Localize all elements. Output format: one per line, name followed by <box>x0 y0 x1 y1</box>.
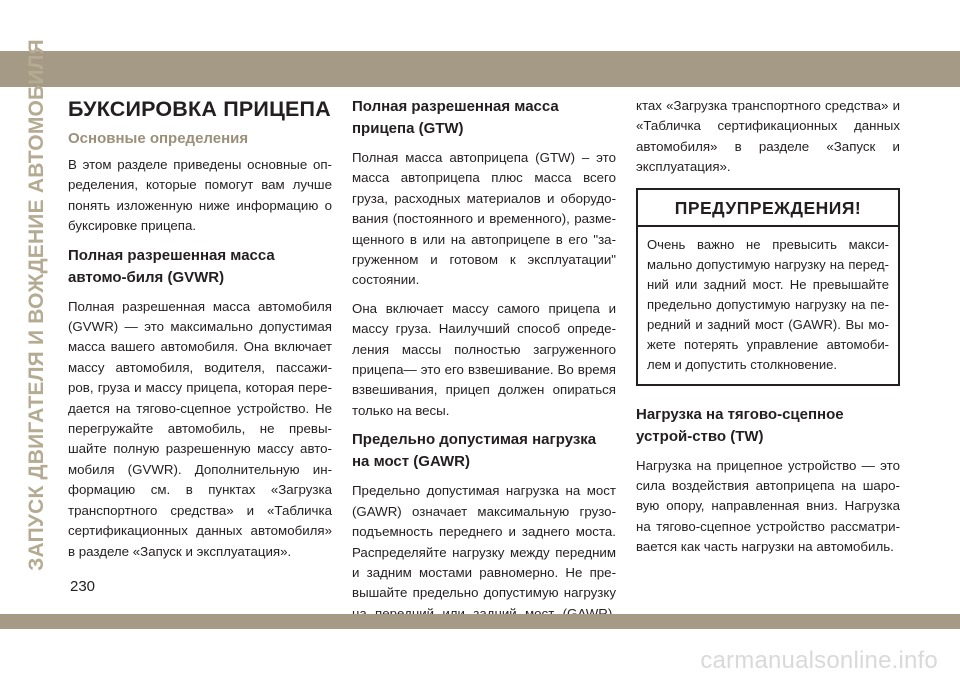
tw-paragraph: Нагрузка на прицепное устройство — это сила воздействия автоприцепа на шаро-вую опору, направленная вниз. Нагрузка на тягово-сцепное устройство рассматри-вается как часть нагрузки на автомобиль. <box>636 457 900 555</box>
warning-title: ПРЕДУПРЕЖДЕНИЯ! <box>638 190 898 227</box>
watermark: carmanualsonline.info <box>700 647 938 674</box>
gawr-paragraph: Предельно допустимая нагрузка на мост (GAWR) означает максимальную грузо-подъемность переднего и заднего моста. Распределяйте нагрузку между передним и задним мостами равномерно. Не пре-вышайте предельно допустимую нагрузку <box>352 483 616 601</box>
column-1 <box>68 96 332 570</box>
gtw-heading: Полная разрешенная масса прицепа (GTW) <box>352 98 559 137</box>
header-band <box>0 0 960 87</box>
tw-heading: Нагрузка на тягово-сцепное устрой-ство (TW) <box>636 405 844 445</box>
section-subtitle: Основные определения <box>68 130 249 147</box>
continuation-paragraph: ктах «Загрузка транспортного средства» и «Табличка сертификационных данных автомобиля» в разделе «Запуск и эксплуатация». <box>636 98 900 175</box>
footer-stripe <box>0 614 960 629</box>
page-title: БУКСИРОВКА ПРИЦЕПА <box>68 97 331 121</box>
header-stripe <box>0 51 960 87</box>
side-tab <box>20 39 54 571</box>
column-3 <box>636 96 900 566</box>
gvwr-heading: Полная разрешенная масса автомо-биля (GVWR) <box>68 246 275 286</box>
page-number: 230 <box>70 578 96 595</box>
warning-box <box>636 188 900 386</box>
side-tab-label: ЗАПУСК ДВИГАТЕЛЯ И ВОЖДЕНИЕ АВТОМОБИЛЯ <box>25 39 49 571</box>
gtw-paragraph-2: Она включает массу самого прицепа и массу груза. Наилучший способ опреде-ления массы полностью загруженного прицепа— это его взвешивание. Во время взвешивания, прицеп должен опираться только на весы. <box>352 300 616 418</box>
gawr-heading: Предельно допустимая нагрузка на мост (GAWR) <box>352 431 597 471</box>
gvwr-paragraph: Полная разрешенная масса автомобиля (GVWR) — это максимально допустимая масса вашего автомобиля. Она включает массу автомобиля, водителя, пассажи-ров, груза и массу прицепа, которая пере-дается на тягово-сцепное устройство. Не перегружайте автомобиль, не превы-шайте полную разрешенную массу авто-мобиля (GVWR). Дополнительную ин-формацию см. в пунктах «Загрузка транспортного средства» и «Табличка сертификационных данных автомобиля» в разделе «Запуск и эксплуатация». <box>68 298 332 559</box>
gtw-paragraph-1: Полная масса автоприцепа (GTW) – это масса автоприцепа плюс масса всего груза, расходных материалов и оборудо-вания (постоянного и временного), разме-щенного в или на автоприцепе в его "за-груженном и готовом к эксплуатации" состоянии. <box>352 150 616 288</box>
intro-paragraph: В этом разделе приведены основные оп-ределения, которые помогут вам лучше понять изложенную ниже информацию о буксировке прицепа. <box>68 157 332 234</box>
column-2 <box>352 96 616 653</box>
warning-text: Очень важно не превысить макси-мально допустимую нагрузку на перед-ний или задний мост. Не превышайте предельно допустимую нагрузку на пе-редний и задний мост (GAWR). Вы мо-жете потерять управление автомоби-лем и допустить столкновение. <box>647 236 889 372</box>
